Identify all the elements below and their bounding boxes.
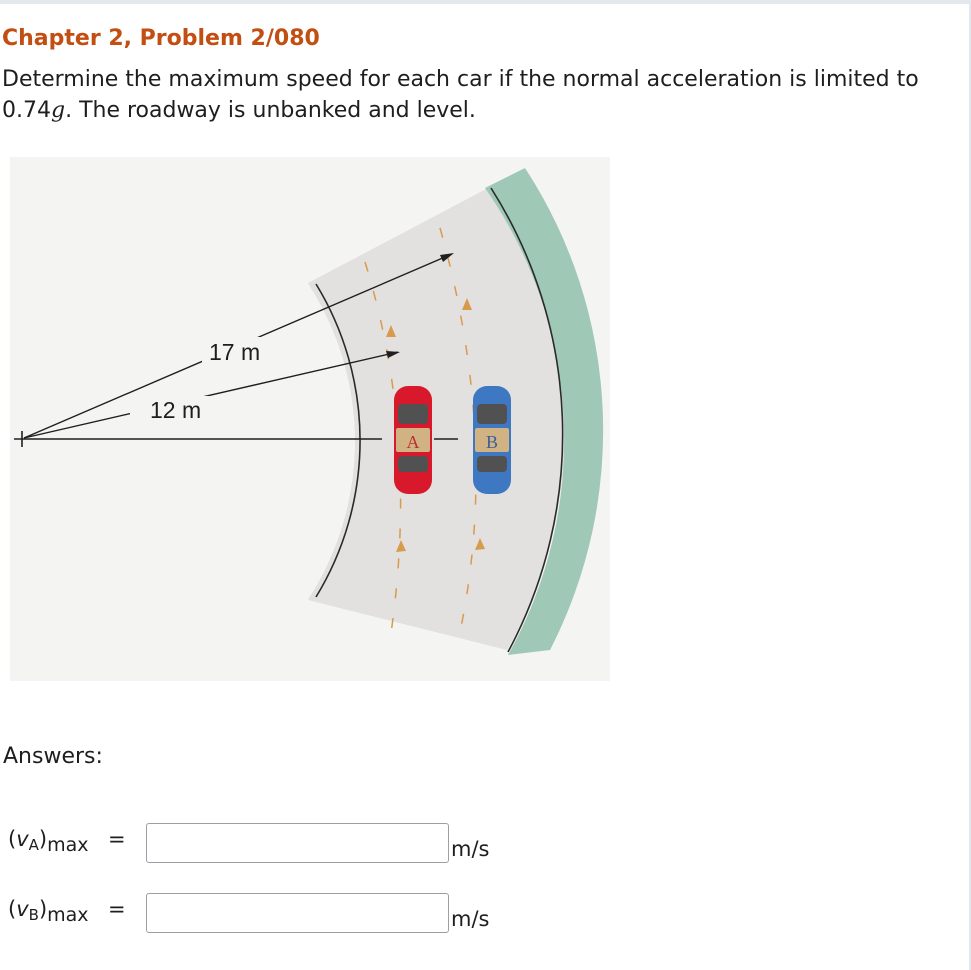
chapter-title: Chapter 2, Problem 2/080 [2, 26, 320, 51]
car-b-label: B [485, 432, 499, 452]
answers-heading: Answers: [3, 744, 103, 769]
problem-text-end: . The roadway is unbanked and level. [65, 98, 476, 123]
equals-sign-b: = [108, 897, 126, 921]
top-divider [0, 0, 971, 4]
variable-vb-max: $(v_B)_{max}$ [8, 897, 89, 926]
va-max-input[interactable] [146, 823, 449, 863]
car-a [394, 386, 432, 494]
road-figure [0, 155, 612, 683]
car-a-label: A [406, 432, 420, 452]
gravity-symbol: g [50, 98, 66, 123]
road-diagram [0, 155, 612, 683]
car-b [473, 386, 511, 494]
problem-statement [2, 64, 942, 126]
problem-text-start: Determine the maximum speed for each car if the normal acceleration is limited to 0.74 [2, 67, 919, 123]
label-17m: 17 m [209, 339, 261, 365]
equals-sign-a: = [108, 827, 126, 851]
unit-label-a: m/s [451, 837, 490, 861]
vb-max-input[interactable] [146, 893, 449, 933]
label-12m: 12 m [150, 397, 202, 423]
unit-label-b: m/s [451, 907, 490, 931]
variable-va-max: $(v_A)_{max}$ [8, 827, 89, 856]
